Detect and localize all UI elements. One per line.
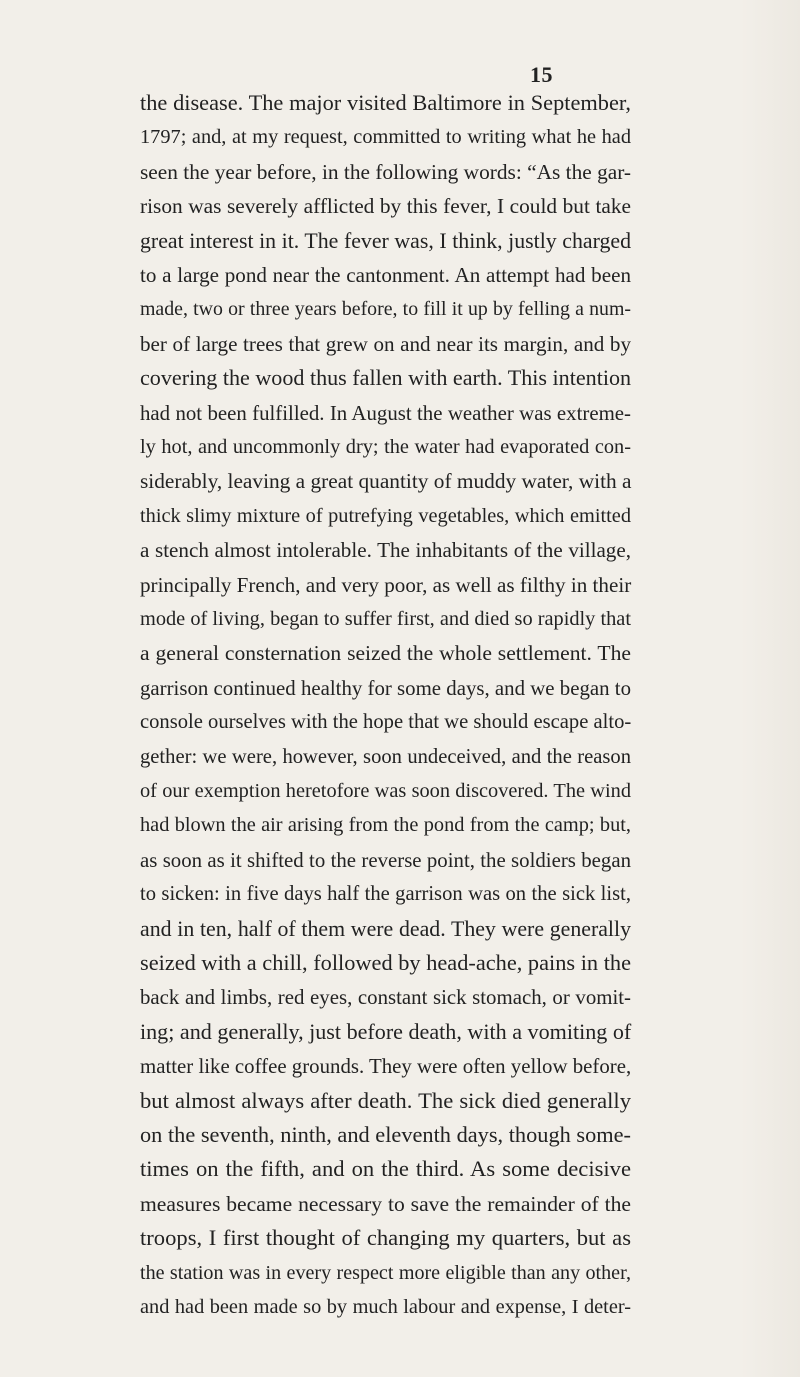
- text-line: the station was in every respect more eligible than any other,: [140, 1262, 631, 1284]
- text-line: made, two or three years before, to fill it up by felling a num-: [140, 298, 631, 320]
- text-line: principally French, and very poor, as well as filthy in their: [140, 573, 632, 597]
- text-line: seized with a chill, followed by head-ache, pains in the: [140, 950, 631, 975]
- text-line: garrison continued healthy for some days, and we began to: [140, 676, 631, 700]
- text-line: rison was severely afflicted by this fever, I could but take: [140, 194, 631, 218]
- text-line: had blown the air arising from the pond from the camp; but,: [140, 814, 631, 836]
- text-line: siderably, leaving a great quantity of muddy water, with a: [140, 469, 632, 493]
- text-line: to sicken: in five days half the garrison was on the sick list,: [140, 883, 631, 905]
- text-line: times on the fifth, and on the third. As some decisive: [140, 1156, 631, 1181]
- text-line: of our exemption heretofore was soon discovered. The wind: [140, 780, 631, 802]
- text-line: great interest in it. The fever was, I think, justly charged: [140, 229, 631, 253]
- text-line: ing; and generally, just before death, with a vomiting of: [140, 1019, 632, 1044]
- page-number: 15: [530, 62, 553, 87]
- text-line: on the seventh, ninth, and eleventh days, though some-: [140, 1122, 631, 1147]
- text-line: gether: we were, however, soon undeceived, and the reason: [140, 746, 631, 768]
- text-line: seen the year before, in the following words: “As the gar-: [140, 160, 631, 184]
- text-line: to a large pond near the cantonment. An attempt had been: [140, 263, 631, 287]
- text-line: the disease. The major visited Baltimore in September,: [140, 90, 631, 115]
- text-line: as soon as it shifted to the reverse point, the soldiers began: [140, 848, 631, 872]
- text-line: back and limbs, red eyes, constant sick stomach, or vomit-: [140, 985, 631, 1009]
- text-line: a general consternation seized the whole settlement. The: [140, 641, 631, 665]
- text-line: covering the wood thus fallen with earth. This intention: [140, 365, 632, 390]
- text-line: mode of living, began to suffer first, and died so rapidly that: [140, 608, 631, 630]
- text-line: console ourselves with the hope that we should escape alto-: [140, 711, 632, 733]
- text-line: but almost always after death. The sick died generally: [140, 1088, 631, 1113]
- text-line: thick slimy mixture of putrefying vegetables, which emitted: [140, 505, 631, 527]
- text-line: troops, I first thought of changing my quarters, but as: [140, 1225, 631, 1250]
- page-edge-shadow: [740, 0, 800, 1377]
- text-line: ly hot, and uncommonly dry; the water had evaporated con-: [140, 436, 631, 458]
- text-line: ber of large trees that grew on and near its margin, and by: [140, 332, 631, 356]
- text-line: matter like coffee grounds. They were often yellow before,: [140, 1054, 632, 1078]
- text-line: and in ten, half of them were dead. They were generally: [140, 917, 631, 941]
- text-line: measures became necessary to save the remainder of the: [140, 1192, 631, 1216]
- text-line: had not been fulfilled. In August the weather was extreme-: [140, 401, 631, 425]
- text-line: 1797; and, at my request, committed to writing what he had: [140, 126, 631, 148]
- text-line: a stench almost intolerable. The inhabitants of the village,: [140, 538, 631, 562]
- text-line: and had been made so by much labour and expense, I deter-: [140, 1296, 631, 1318]
